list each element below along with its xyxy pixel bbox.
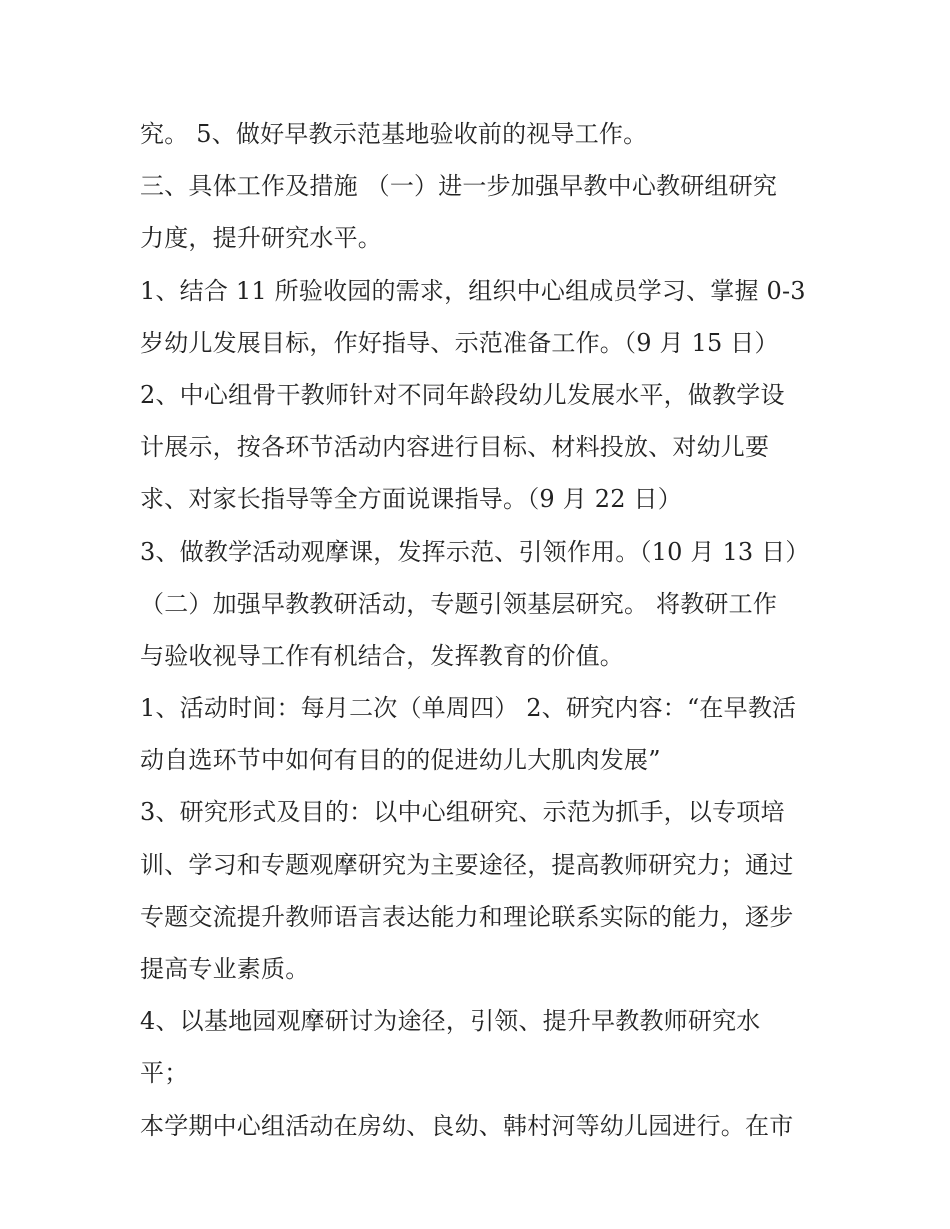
text-line: 训、学习和专题观摩研究为主要途径，提高教师研究力；通过	[140, 850, 794, 879]
text-line: 提高专业素质。	[140, 955, 310, 983]
text-line: 动自选环节中如何有目的的促进幼儿大肌肉发展”	[140, 746, 661, 775]
text-line: 本学期中心组活动在房幼、良幼、韩村河等幼儿园进行。在市	[140, 1111, 794, 1140]
text-line: 3、做教学活动观摩课，发挥示范、引领作用。（10 月 13 日）	[140, 537, 810, 566]
text-line: 岁幼儿发展目标，作好指导、示范准备工作。（9 月 15 日）	[140, 328, 779, 357]
text-line: 平；	[140, 1059, 189, 1088]
text-line: 2、中心组骨干教师针对不同年龄段幼儿发展水平，做教学设	[140, 380, 785, 409]
text-line: 4、以基地园观摩研讨为途径，引领、提升早教教师研究水	[140, 1007, 761, 1036]
text-line: 究。 5、做好早教示范基地验收前的视导工作。	[140, 120, 648, 148]
text-line: 1、活动时间：每月二次（单周四） 2、研究内容：“在早教活	[140, 694, 797, 723]
text-line: 力度，提升研究水平。	[140, 224, 382, 253]
text-line: 1、结合 11 所验收园的需求，组织中心组成员学习、掌握 0-3	[140, 276, 806, 305]
text-line: （二）加强早教教研活动，专题引领基层研究。 将教研工作	[140, 589, 778, 618]
text-line: 专题交流提升教师语言表达能力和理论联系实际的能力，逐步	[140, 902, 794, 931]
text-line: 计展示，按各环节活动内容进行目标、材料投放、对幼儿要	[140, 433, 770, 462]
document-body	[140, 108, 830, 1152]
text-line: 求、对家长指导等全方面说课指导。（9 月 22 日）	[140, 485, 682, 514]
text-line: 3、研究形式及目的：以中心组研究、示范为抓手，以专项培	[140, 798, 785, 827]
text-line: 与验收视导工作有机结合，发挥教育的价值。	[140, 641, 624, 670]
text-line: 三、具体工作及措施 （一）进一步加强早教中心教研组研究	[140, 172, 778, 201]
